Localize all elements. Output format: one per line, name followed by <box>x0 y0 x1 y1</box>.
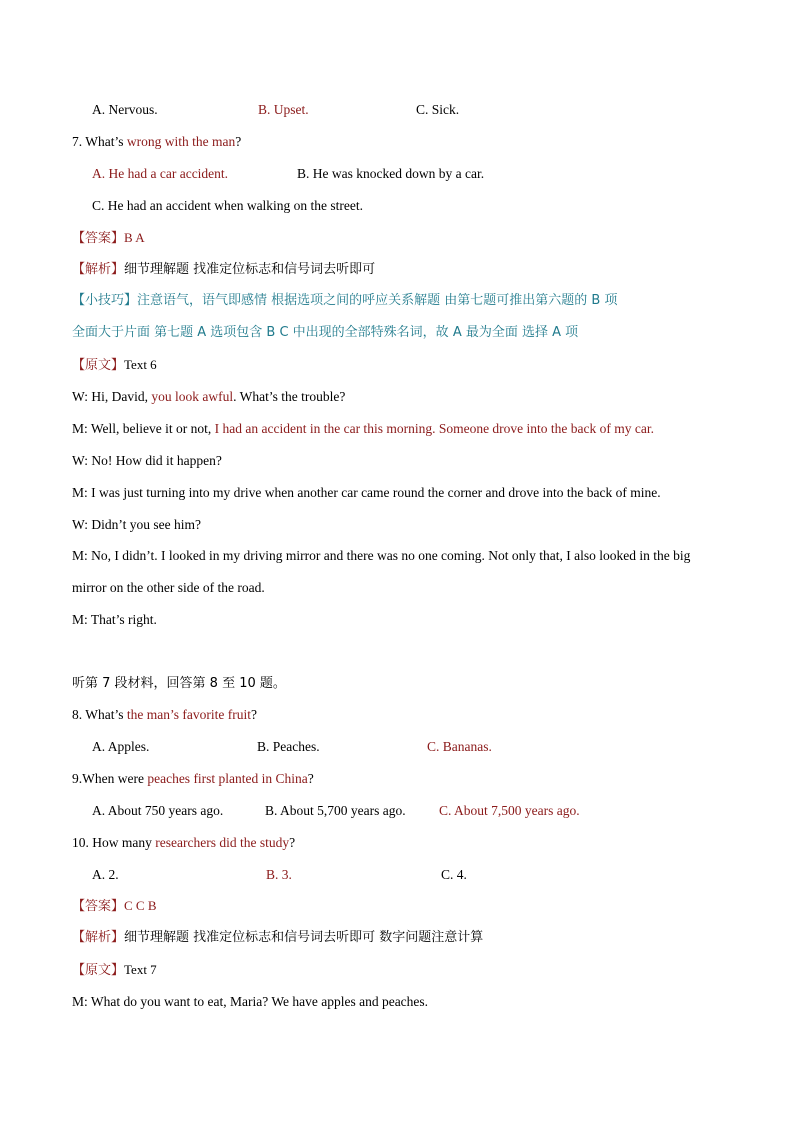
q8-question <box>72 706 257 724</box>
q10-options <box>0 866 794 884</box>
dialogue-1-line-4: M: I was just turning into my drive when another car came round the corner and drove into the back of mine. <box>72 485 661 500</box>
q10-option-b: B. 3. <box>266 867 292 882</box>
q7-prefix: 7. What’s <box>72 134 127 149</box>
original-1 <box>72 356 157 375</box>
original-2 <box>72 961 157 980</box>
q7-option-c: C. He had an accident when walking on the street. <box>92 198 364 213</box>
answer-2 <box>72 897 157 916</box>
dialogue-1-line-1-keyword: you look awful <box>151 389 234 404</box>
q6-options <box>0 101 794 119</box>
q9-option-b: B. About 5,700 years ago. <box>265 803 406 818</box>
q8-option-a: A. Apples. <box>92 739 150 754</box>
q10-prefix: 10. How many <box>72 835 156 850</box>
q8-prefix: 8. What’s <box>72 707 127 722</box>
dialogue-1-line-1-suffix: . What’s the trouble? <box>233 389 346 404</box>
q9-prefix: 9.When were <box>72 771 148 786</box>
analysis-2-text: 细节理解题 找准定位标志和信号词去听即可 数字问题注意计算 <box>124 930 484 945</box>
q8-options <box>0 738 794 756</box>
q10-option-c: C. 4. <box>441 867 467 882</box>
tip-line-2: 全面大于片面 第七题 A 选项包含 B C 中出现的全部特殊名词，故 A 最为全面 选择 A 项 <box>72 325 579 340</box>
answer-1 <box>72 229 145 248</box>
q6-option-c: C. Sick. <box>416 102 460 117</box>
q8-suffix: ? <box>250 707 257 722</box>
original-1-label: 【原文】 <box>72 358 125 373</box>
q7-suffix: ? <box>235 134 242 149</box>
q6-option-a: A. Nervous. <box>92 102 158 117</box>
analysis-1-text: 细节理解题 找准定位标志和信号词去听即可 <box>124 262 376 277</box>
q10-keyword: researchers did the study <box>155 835 290 850</box>
q7-option-b: B. He was knocked down by a car. <box>297 166 485 181</box>
dialogue-2-line-1: M: What do you want to eat, Maria? We have apples and peaches. <box>72 994 429 1009</box>
section-7-intro: 听第 7 段材料，回答第 8 至 10 题。 <box>72 676 286 691</box>
q10-option-a: A. 2. <box>92 867 119 882</box>
answer-1-value: B A <box>124 230 145 245</box>
q7-options-row1 <box>0 165 794 183</box>
tip-line-1: 【小技巧】注意语气，语气即感情 根据选项之间的呼应关系解题 由第七题可推出第六题的 B 项 <box>72 293 618 308</box>
dialogue-1-line-2-keyword: I had an accident in the car this morning. Someone drove into the back of my car. <box>214 421 655 436</box>
q8-keyword: the man’s favorite fruit <box>126 707 251 722</box>
dialogue-1-line-8: M: That’s right. <box>72 612 157 627</box>
q9-option-a: A. About 750 years ago. <box>92 803 224 818</box>
q9-option-c: C. About 7,500 years ago. <box>439 803 580 818</box>
answer-1-label: 【答案】 <box>72 231 125 246</box>
dialogue-1-line-7: mirror on the other side of the road. <box>72 580 265 595</box>
analysis-2-label: 【解析】 <box>72 930 125 945</box>
dialogue-1-line-2-prefix: M: Well, believe it or not, <box>72 421 215 436</box>
q9-question <box>72 770 314 788</box>
q9-keyword: peaches first planted in China <box>147 771 308 786</box>
q7-option-a: A. He had a car accident. <box>92 166 229 181</box>
dialogue-1-line-2 <box>72 420 654 438</box>
q6-option-b: B. Upset. <box>258 102 309 117</box>
q9-options <box>0 802 794 820</box>
analysis-2 <box>72 929 483 947</box>
q8-option-b: B. Peaches. <box>257 739 320 754</box>
dialogue-1-line-3: W: No! How did it happen? <box>72 453 222 468</box>
original-2-text: Text 7 <box>124 962 157 977</box>
dialogue-1-line-1-prefix: W: Hi, David, <box>72 389 152 404</box>
dialogue-1-line-6: M: No, I didn’t. I looked in my driving mirror and there was no one coming. Not only that, I also looked in the big <box>72 548 691 563</box>
analysis-1 <box>72 261 375 279</box>
q9-suffix: ? <box>307 771 314 786</box>
dialogue-1-line-5: W: Didn’t you see him? <box>72 517 201 532</box>
original-1-text: Text 6 <box>124 357 157 372</box>
dialogue-1-line-1 <box>72 388 345 406</box>
q7-question <box>72 133 241 151</box>
analysis-1-label: 【解析】 <box>72 262 125 277</box>
q10-question <box>72 834 295 852</box>
q7-keyword: wrong with the man <box>126 134 236 149</box>
answer-2-value: C C B <box>124 898 157 913</box>
answer-2-label: 【答案】 <box>72 899 125 914</box>
q8-option-c: C. Bananas. <box>427 739 492 754</box>
q10-suffix: ? <box>289 835 296 850</box>
original-2-label: 【原文】 <box>72 963 125 978</box>
